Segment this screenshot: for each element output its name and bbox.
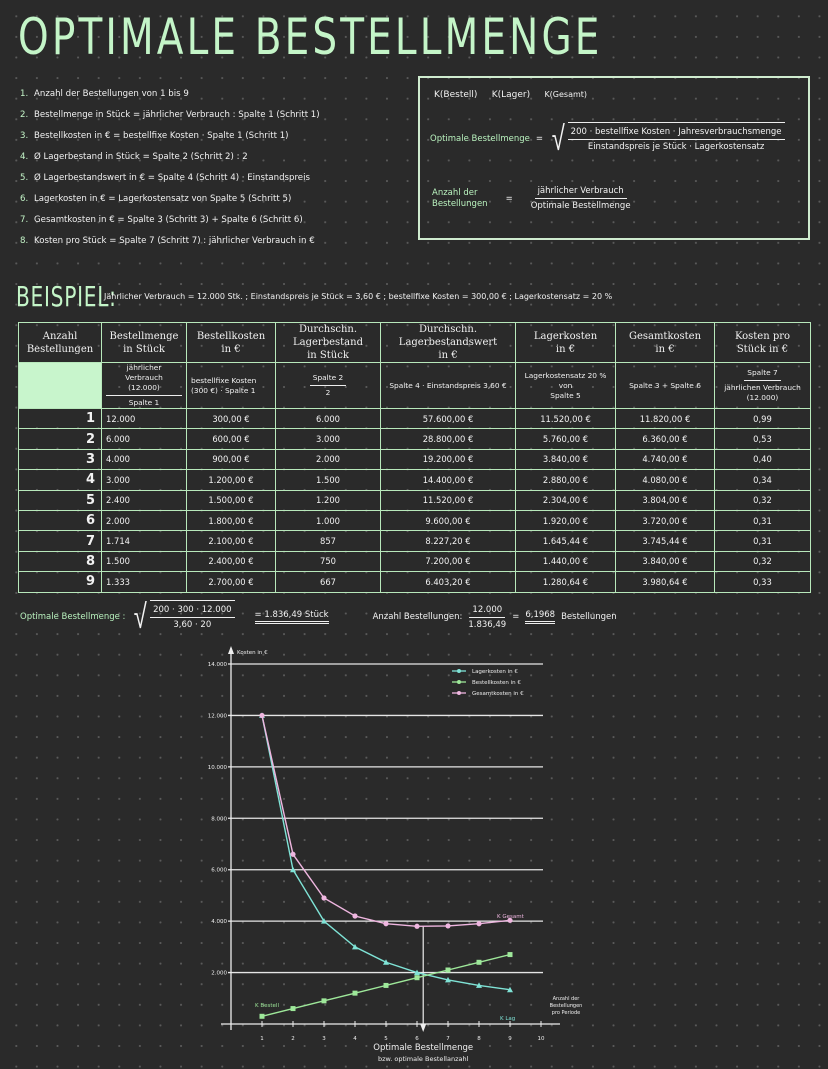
k-lager-label: K(Lager) (491, 90, 531, 100)
optimum-annotation: bzw. optimale Bestellanzahl (377, 1055, 469, 1063)
calc-opt-label: Optimale Bestellmenge : (20, 612, 126, 622)
data-point (384, 983, 389, 988)
x-tick-label: 3 (322, 1036, 326, 1042)
k-lager-label: K Lag (500, 1016, 516, 1022)
table-cell: 1.200,00 € (187, 470, 276, 490)
equals: = (535, 134, 543, 144)
table-cell: 1.645,44 € (516, 531, 616, 551)
table-cell: 3.745,44 € (616, 531, 715, 551)
table-cell: 3.980,64 € (616, 572, 715, 592)
legend-label: Lagerkosten in € (472, 669, 518, 675)
opt-denominator: Einstandspreis je Stück · Lagerkostensatz (587, 142, 765, 152)
table-cell: 900,00 € (187, 449, 276, 469)
sqrt-sign: √ $\frac{\text{200 · bestellfixe Kosten · Jahresverbrauchsmenge}}{\text{Einstandspreis je Stück · Lagerkostensatz}}$ (549, 122, 785, 156)
legend-marker (457, 680, 461, 684)
table-cell: 3 (19, 449, 102, 469)
data-point (508, 952, 513, 957)
data-point (415, 975, 420, 980)
x-tick-label: 7 (446, 1036, 450, 1042)
legend-marker (457, 691, 461, 695)
step-item: 1. Anzahl der Bestellungen von 1 bis 9 (20, 89, 189, 99)
x-axis-label: Anzahl der (552, 996, 580, 1002)
table-cell: 2.304,00 € (516, 490, 616, 510)
equals: = (512, 612, 520, 622)
formula-cell: Spalte 7 jährlichen Verbrauch (12.000) (715, 363, 811, 409)
opt-label: Optimale Bestellmenge (430, 134, 530, 144)
y-tick-label: 6.000 (211, 867, 227, 874)
table-cell: 0,53 (715, 429, 811, 449)
data-point (321, 895, 326, 900)
table-cell: 4.000 (102, 449, 187, 469)
table-cell: 8.227,20 € (381, 531, 516, 551)
table-cell: 4 (19, 470, 102, 490)
beispiel-heading: BEISPIEL: (16, 280, 117, 313)
formula-cell: Lagerkostensatz 20 % von Spalte 5 (516, 363, 616, 409)
legend-marker (457, 669, 461, 673)
table-cell: 6.000 (102, 429, 187, 449)
legend-label: Gesamtkosten in € (472, 691, 524, 697)
table-cell: 3.840,00 € (516, 449, 616, 469)
legend-label: Bestellkosten in € (472, 680, 521, 686)
table-cell: 2.100,00 € (187, 531, 276, 551)
k-gesamt-label: K(Gesamt) (544, 90, 588, 99)
table-cell: 7.200,00 € (381, 551, 516, 571)
y-tick-label: 8.000 (211, 816, 227, 823)
table-cell: 1.200 (276, 490, 381, 510)
table-cell: 1.800,00 € (187, 510, 276, 530)
column-header: Kosten pro Stück in € (715, 323, 811, 363)
table-cell: 1 (19, 409, 102, 429)
data-point (290, 852, 295, 857)
table-cell: 7 (19, 531, 102, 551)
table-cell: 2 (19, 429, 102, 449)
column-header: Durchschn. Lagerbestand in Stück (276, 323, 381, 363)
y-axis-arrow-icon (228, 646, 234, 654)
step-item: 6. Lagerkosten in € = Lagerkostensatz von Spalte 5 (Schritt 5) (20, 194, 292, 204)
table-cell: 9.600,00 € (381, 510, 516, 530)
data-point (383, 959, 389, 965)
data-point (291, 1006, 296, 1011)
series-line-2 (262, 715, 510, 926)
column-header: Lagerkosten in € (516, 323, 616, 363)
x-tick-label: 2 (291, 1036, 295, 1042)
table-cell: 1.920,00 € (516, 510, 616, 530)
x-axis-label: pro Periode (551, 1010, 581, 1016)
calc-opt-result: = 1.836,49 Stück (255, 610, 329, 624)
y-tick-label: 14.000 (207, 662, 227, 668)
table-cell: 1.500 (276, 470, 381, 490)
table-cell: 2.880,00 € (516, 470, 616, 490)
table-cell: 0,34 (715, 470, 811, 490)
formula-cell: jährlicher Verbrauch (12.000) Spalte 1 (102, 363, 187, 409)
step-item: 7. Gesamtkosten in € = Spalte 3 (Schritt 3) + Spalte 6 (Schritt 6) (20, 215, 303, 225)
data-point (259, 713, 264, 718)
table-cell: 667 (276, 572, 381, 592)
column-header: Durchschn. Lagerbestandswert in € (381, 323, 516, 363)
table-cell: 4.740,00 € (616, 449, 715, 469)
table-cell: 4.080,00 € (616, 470, 715, 490)
table-cell: 857 (276, 531, 381, 551)
table-cell: 28.800,00 € (381, 429, 516, 449)
table-cell: 3.840,00 € (616, 551, 715, 571)
calc-anzahl-unit: Bestellungen (561, 612, 617, 622)
data-point (445, 923, 450, 928)
column-header: Bestellmenge in Stück (102, 323, 187, 363)
calc-opt-numerator: 200 · 300 · 12.000 (150, 605, 234, 618)
table-cell: 6.360,00 € (616, 429, 715, 449)
x-tick-label: 4 (353, 1036, 357, 1042)
table-cell: 6.000 (276, 409, 381, 429)
y-tick-label: 10.000 (207, 764, 227, 771)
table-cell: 57.600,00 € (381, 409, 516, 429)
table-cell: 8 (19, 551, 102, 571)
calc-opt-denominator: 3,60 · 20 (173, 620, 212, 630)
table-cell: 1.000 (276, 510, 381, 530)
step-item: 3. Bestellkosten in € = bestellfixe Kosten · Spalte 1 (Schritt 1) (20, 131, 289, 141)
x-tick-label: 8 (477, 1036, 481, 1042)
y-tick-label: 2.000 (211, 970, 227, 977)
table-cell: 1.714 (102, 531, 187, 551)
formula-cell: Spalte 3 + Spalte 6 (616, 363, 715, 409)
table-cell: 0,31 (715, 510, 811, 530)
k-bestell-label: K Bestell (255, 1003, 279, 1009)
table-cell: 0,32 (715, 551, 811, 571)
opt-numerator: 200 · bestellfixe Kosten · Jahresverbrauchsmenge (568, 127, 785, 140)
calc-anzahl-denominator: 1.836,49 (468, 619, 507, 630)
step-item: 4. Ø Lagerbestand in Stück = Spalte 2 (Schritt 2) : 2 (20, 152, 248, 162)
table-cell: 3.000 (276, 429, 381, 449)
x-tick-label: 6 (415, 1036, 419, 1042)
k-bestell-label: K(Bestell) (434, 90, 478, 100)
formula-cell: Spalte 4 · Einstandspreis 3,60 € (381, 363, 516, 409)
column-header: Anzahl Bestellungen (19, 323, 102, 363)
equals: = (505, 193, 513, 204)
calc-anzahl-result: 6,1968 (525, 610, 555, 624)
table-cell: 11.520,00 € (516, 409, 616, 429)
calc-anzahl-label: Anzahl Bestellungen: (372, 612, 463, 622)
data-point (476, 921, 481, 926)
table-cell: 1.333 (102, 572, 187, 592)
table-cell: 0,99 (715, 409, 811, 429)
table-cell: 9 (19, 572, 102, 592)
table-cell: 2.400 (102, 490, 187, 510)
beispiel-text: Jährlicher Verbrauch = 12.000 Stk. ; Einstandspreis je Stück = 3,60 € ; bestellfixe Kosten = 300,00 € ; Lagerkostensatz = 20 % (104, 292, 613, 301)
table-cell: 2.700,00 € (187, 572, 276, 592)
optimum-annotation: Optimale Bestellmenge (373, 1043, 474, 1053)
y-tick-label: 12.000 (207, 713, 227, 720)
x-tick-label: 5 (384, 1036, 388, 1042)
step-item: 5. Ø Lagerbestandswert in € = Spalte 4 (Schritt 4) · Einstandspreis (20, 173, 310, 183)
data-point (383, 921, 388, 926)
step-item: 8. Kosten pro Stück = Spalte 7 (Schritt 7) : jährlicher Verbrauch in € (20, 236, 315, 246)
formula-cell: bestellfixe Kosten (300 €) · Spalte 1 (187, 363, 276, 409)
table-cell: 0,33 (715, 572, 811, 592)
x-tick-label: 1 (260, 1036, 264, 1042)
data-point (414, 924, 419, 929)
table-cell: 2.000 (102, 510, 187, 530)
table-cell: 1.440,00 € (516, 551, 616, 571)
x-tick-label: 9 (508, 1036, 512, 1042)
table-cell: 0,40 (715, 449, 811, 469)
table-cell: 12.000 (102, 409, 187, 429)
anzahl-numerator: jährlicher Verbrauch (535, 186, 627, 199)
table-cell: 1.280,64 € (516, 572, 616, 592)
anzahl-denominator: Optimale Bestellmenge (530, 201, 631, 211)
column-header: Gesamtkosten in € (616, 323, 715, 363)
table-cell: 750 (276, 551, 381, 571)
x-axis-label: Bestellungen (549, 1003, 583, 1009)
sqrt-sign: √ $\frac{200 \cdot 300 \cdot 12.000}{3,60 \cdot 20}$ (131, 600, 234, 634)
table-cell: 5 (19, 490, 102, 510)
table-cell: 5.760,00 € (516, 429, 616, 449)
table-cell: 300,00 € (187, 409, 276, 429)
data-point (477, 960, 482, 965)
column-header: Bestellkosten in € (187, 323, 276, 363)
data-point (352, 913, 357, 918)
table-cell: 2.000 (276, 449, 381, 469)
step-item: 2. Bestellmenge in Stück = jährlicher Verbrauch : Spalte 1 (Schritt 1) (20, 110, 320, 120)
table-cell: 3.720,00 € (616, 510, 715, 530)
data-point (322, 998, 327, 1003)
data-point (260, 1014, 265, 1019)
table-cell: 19.200,00 € (381, 449, 516, 469)
table-cell: 600,00 € (187, 429, 276, 449)
data-point (353, 991, 358, 996)
table-cell: 6 (19, 510, 102, 530)
table-cell: 14.400,00 € (381, 470, 516, 490)
table-cell: 11.520,00 € (381, 490, 516, 510)
table-cell: 1.500 (102, 551, 187, 571)
series-line-0 (262, 715, 510, 989)
k-gesamt-label: K Gesamt (497, 914, 524, 920)
calc-anzahl-numerator: 12.000 (469, 605, 505, 618)
x-tick-label: 10 (537, 1036, 545, 1042)
y-axis-label: Kosten in € (237, 650, 268, 656)
y-tick-label: 4.000 (211, 919, 227, 926)
table-cell: 6.403,20 € (381, 572, 516, 592)
table-cell: 1.500,00 € (187, 490, 276, 510)
formula-cell: $\frac{\text{Spalte 2}}{2}$ (276, 363, 381, 409)
page-title: OPTIMALE BESTELLMENGE (18, 8, 603, 66)
table-cell: 11.820,00 € (616, 409, 715, 429)
table-cell: 3.000 (102, 470, 187, 490)
table-cell: 0,31 (715, 531, 811, 551)
optimum-arrow-icon (420, 1024, 426, 1032)
data-point (446, 968, 451, 973)
table-cell: 2.400,00 € (187, 551, 276, 571)
table-cell: 3.804,00 € (616, 490, 715, 510)
anzahl-label: Anzahl der Bestellungen (432, 187, 488, 209)
table-cell: 0,32 (715, 490, 811, 510)
